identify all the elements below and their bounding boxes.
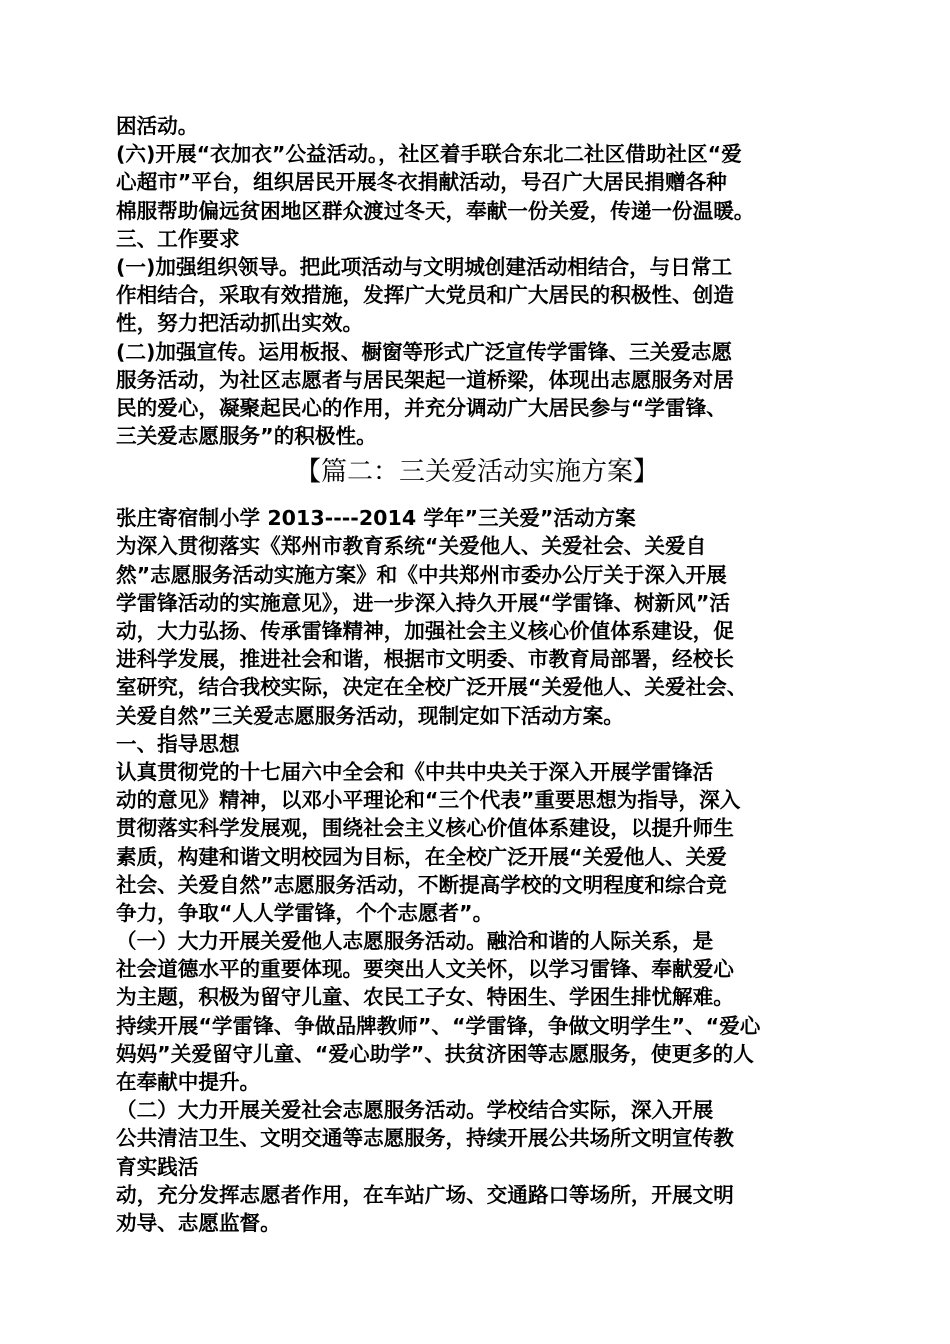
text-line: 心超市”平台，组织居民开展冬衣捐献活动，号召广大居民捐赠各种	[116, 170, 727, 195]
text-line: 性，努力把活动抓出实效。	[116, 311, 364, 336]
text-line: 素质，构建和谐文明校园为目标，在全校广泛开展“关爱他人、关爱	[116, 844, 727, 869]
text-line: 三关爱志愿服务”的积极性。	[116, 424, 377, 449]
text-line: 作相结合，采取有效措施，发挥广大党员和广大居民的积极性、创造	[116, 283, 734, 308]
text-line: 公共清洁卫生、文明交通等志愿服务，持续开展公共场所文明宣传教	[116, 1126, 734, 1151]
text-line: 争力，争取“人人学雷锋，个个志愿者”。	[116, 900, 494, 925]
text-line: 服务活动，为社区志愿者与居民架起一道桥梁，体现出志愿服务对居	[116, 367, 734, 392]
text-line: 在奉献中提升。	[116, 1070, 261, 1094]
text-line: 动的意见》精神，以邓小平理论和“三个代表”重要思想为指导，深入	[116, 788, 741, 813]
text-line: 民的爱心，凝聚起民心的作用，并充分调动广大居民参与“学雷锋、	[116, 395, 727, 420]
document-page	[116, 112, 838, 1237]
text-line: 动，大力弘扬、传承雷锋精神，加强社会主义核心价值体系建设，促	[116, 619, 734, 643]
text-line: 妈妈”关爱留守儿童、“爱心助学”、扶贫济困等志愿服务，使更多的人	[116, 1041, 754, 1066]
body-text-after	[116, 504, 838, 1237]
text-line: 进科学发展，推进社会和谐，根据市文明委、市教育局部署，经校长	[116, 647, 734, 672]
text-line: (二)加强宣传。运用板报、橱窗等形式广泛宣传学雷锋、三关爱志愿	[116, 339, 733, 364]
text-line: 棉服帮助偏远贫困地区群众渡过冬天，奉献一份关爱，传递一份温暖。	[116, 198, 755, 223]
text-line: 社会道德水平的重要体现。要突出人文关怀，以学习雷锋、奉献爱心	[116, 957, 734, 982]
text-line: 认真贯彻党的十七届六中全会和《中共中央关于深入开展学雷锋活	[116, 759, 714, 784]
text-line: 为深入贯彻落实《郑州市教育系统“关爱他人、关爱社会、关爱自	[116, 534, 707, 559]
text-line: 持续开展“学雷锋、争做品牌教师”、“学雷锋，争做文明学生”、“爱心	[116, 1013, 761, 1038]
text-line: 室研究，结合我校实际，决定在全校广泛开展“关爱他人、关爱社会、	[116, 675, 748, 700]
section-heading: 一、指导思想	[116, 731, 240, 756]
text-line: 学雷锋活动的实施意见》，进一步深入持久开展“学雷锋、树新风”活	[116, 590, 730, 615]
text-line: （一）大力开展关爱他人志愿服务活动。融洽和谐的人际关系，是	[116, 929, 714, 954]
body-text-before	[116, 112, 838, 450]
text-line: 劝导、志愿监督。	[116, 1210, 281, 1235]
text-line: 关爱自然”三关爱志愿服务活动，现制定如下活动方案。	[116, 703, 624, 728]
text-line: 社会、关爱自然”志愿服务活动，不断提高学校的文明程度和综合竞	[116, 872, 727, 897]
text-line: 为主题，积极为留守儿童、农民工子女、特困生、学困生排忧解难。	[116, 985, 734, 1010]
text-line: 然”志愿服务活动实施方案》和《中共郑州市委办公厅关于深入开展	[116, 562, 727, 587]
text-line: (一)加强组织领导。把此项活动与文明城创建活动相结合，与日常工	[116, 254, 733, 279]
text-line: (六)开展“衣加衣”公益活动。，社区着手联合东北二社区借助社区“爱	[116, 142, 742, 167]
section-heading: 三、工作要求	[116, 226, 240, 251]
article-title: 【篇二：三关爱活动实施方案】	[294, 457, 659, 488]
text-line: 困活动。	[116, 114, 199, 138]
text-line: 动，充分发挥志愿者作用，在车站广场、交通路口等场所，开展文明	[116, 1182, 734, 1207]
text-line: 育实践活	[116, 1154, 199, 1179]
text-line: 贯彻落实科学发展观，围绕社会主义核心价值体系建设，以提升师生	[116, 816, 734, 841]
text-line: （二）大力开展关爱社会志愿服务活动。学校结合实际，深入开展	[116, 1098, 714, 1123]
plan-title: 张庄寄宿制小学 2013----2014 学年”三关爱”活动方案	[116, 506, 636, 531]
